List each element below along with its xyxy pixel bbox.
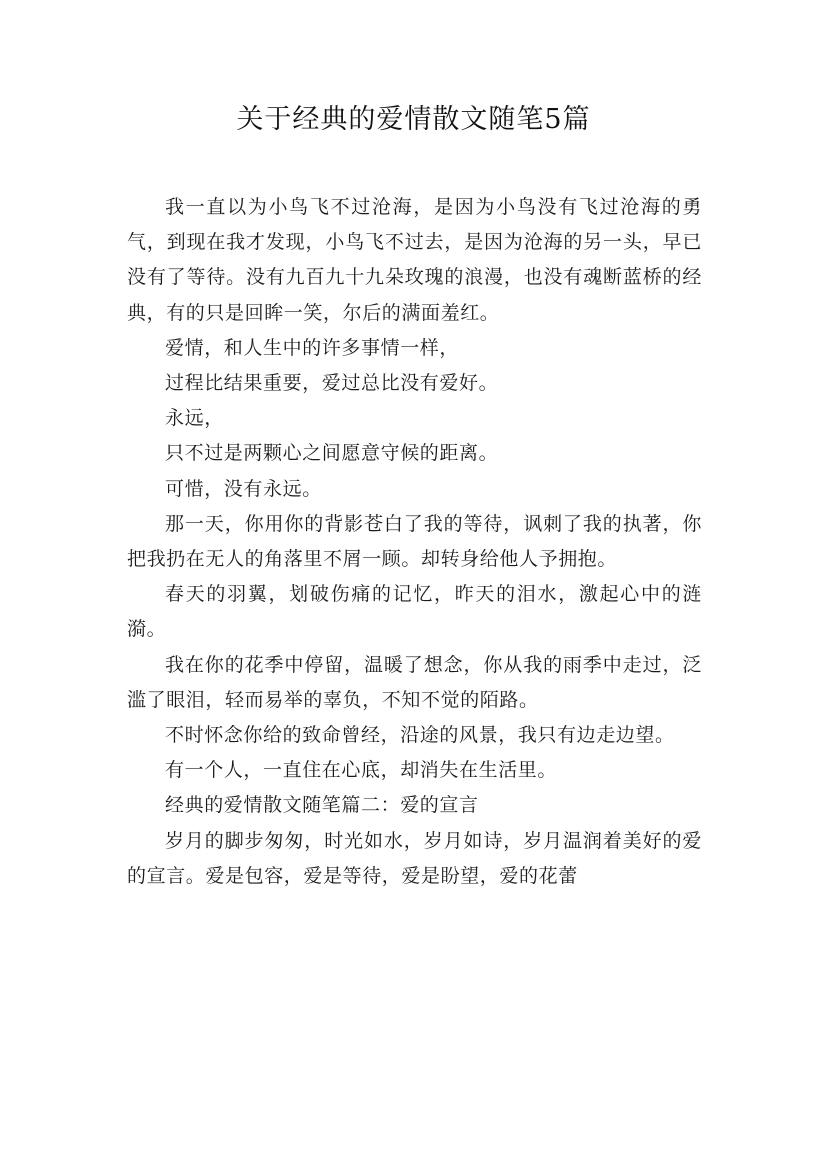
paragraph: 只不过是两颗心之间愿意守候的距离。 (165, 442, 499, 465)
paragraph: 可惜，没有永远。 (165, 477, 322, 500)
paragraph: 那一天，你用你的背影苍白了我的等待，讽刺了我的执著，你把我扔在无人的角落里不屑一顾。却转身给他人予拥抱。 (127, 512, 702, 571)
section-heading: 经典的爱情散文随笔篇二：爱的宣言 (165, 794, 479, 817)
paragraph: 我在你的花季中停留，温暖了想念，你从我的雨季中走过，泛滥了眼泪，轻而易举的辜负，不知不觉的陌路。 (127, 653, 702, 711)
paragraph: 春天的羽翼，划破伤痛的记忆，昨天的泪水，激起心中的涟漪。 (127, 583, 702, 641)
paragraph: 有一个人，一直住在心底，却消失在生活里。 (165, 759, 558, 782)
document-body (127, 190, 702, 894)
paragraph: 不时怀念你给的致命曾经，沿途的风景，我只有边走边望。 (165, 724, 675, 747)
paragraph: 过程比结果重要，爱过总比没有爱好。 (165, 372, 499, 395)
paragraph: 爱情，和人生中的许多事情一样， (165, 336, 460, 359)
paragraph: 永远， (165, 407, 224, 430)
paragraph: 我一直以为小鸟飞不过沧海，是因为小鸟没有飞过沧海的勇气，到现在我才发现，小鸟飞不过去，是因为沧海的另一头，早已没有了等待。没有九百九十九朵玫瑰的浪漫，也没有魂断蓝桥的经典，有的只是回眸一笑，尔后的满面羞红。 (127, 196, 702, 324)
paragraph: 岁月的脚步匆匆，时光如水，岁月如诗，岁月温润着美好的爱的宣言。爱是包容，爱是等待，爱是盼望，爱的花蕾 (127, 829, 702, 887)
document-title: 关于经典的爱情散文随笔5篇 (236, 104, 591, 135)
